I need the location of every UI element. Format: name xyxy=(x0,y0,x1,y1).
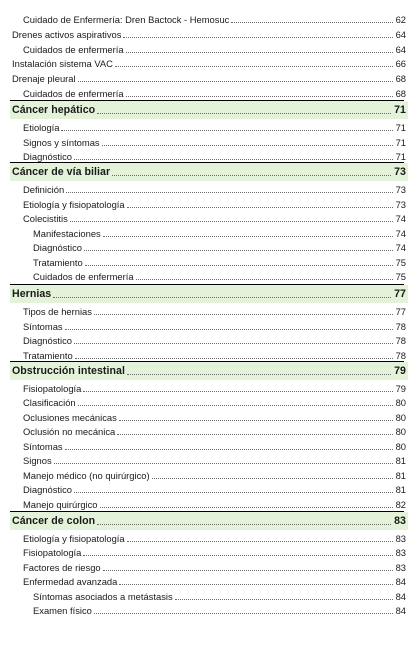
toc-entry[interactable] xyxy=(23,466,406,481)
dot-leader xyxy=(126,96,393,97)
toc-chapter[interactable] xyxy=(10,101,408,119)
toc-chapter-title: Obstrucción intestinal xyxy=(12,364,125,377)
toc-entry[interactable] xyxy=(23,209,406,224)
toc-entry[interactable] xyxy=(23,543,406,558)
dot-leader xyxy=(231,22,392,23)
toc-entry-title: Diagnóstico xyxy=(23,335,72,346)
toc-chapter-title: Hernias xyxy=(12,287,52,300)
toc-entry-page: 80 xyxy=(395,397,406,408)
toc-entry[interactable] xyxy=(23,180,406,195)
dot-leader xyxy=(152,478,393,479)
toc-entry[interactable] xyxy=(12,69,406,84)
toc-entry-page: 79 xyxy=(395,383,406,394)
toc-entry[interactable] xyxy=(23,558,406,573)
toc-entry-title: Etiología y fisiopatología xyxy=(23,199,125,210)
toc-entry-title: Tratamiento xyxy=(23,350,73,361)
dot-leader xyxy=(126,52,393,53)
toc-chapter-page: 79 xyxy=(394,364,406,377)
toc-entry-title: Colecistitis xyxy=(23,213,68,224)
toc-entry-title: Etiología xyxy=(23,122,60,133)
toc-entry[interactable] xyxy=(23,393,406,408)
toc-entry-page: 74 xyxy=(395,242,406,253)
toc-entry-page: 75 xyxy=(395,271,406,282)
toc-entry[interactable] xyxy=(23,495,406,510)
toc-entry-title: Diagnóstico xyxy=(33,242,82,253)
toc-entry-page: 66 xyxy=(395,58,406,69)
toc-entry-page: 80 xyxy=(395,412,406,423)
toc-entry[interactable] xyxy=(23,422,406,437)
dot-leader xyxy=(74,492,393,493)
toc-entry-title: Signos y síntomas xyxy=(23,137,100,148)
dot-leader xyxy=(83,555,392,556)
toc-entry-page: 78 xyxy=(395,321,406,332)
toc-chapter[interactable] xyxy=(10,512,408,530)
toc-entry[interactable] xyxy=(33,601,406,616)
toc-entry[interactable] xyxy=(23,572,406,587)
toc-entry-page: 82 xyxy=(395,499,406,510)
toc-entry-title: Oclusión no mecánica xyxy=(23,426,116,437)
toc-entry-page: 64 xyxy=(395,44,406,55)
dot-leader xyxy=(112,175,391,176)
toc-entry[interactable] xyxy=(12,25,406,40)
dot-leader xyxy=(117,434,392,435)
dot-leader xyxy=(53,297,391,298)
toc-entry[interactable] xyxy=(33,238,406,253)
toc-entry-title: Signos xyxy=(23,455,52,466)
toc-entry-title: Fisiopatología xyxy=(23,547,82,558)
toc-entry[interactable] xyxy=(23,118,406,133)
dot-leader xyxy=(94,613,393,614)
toc-entry-page: 73 xyxy=(395,184,406,195)
toc-entry-title: Manejo quirúrgico xyxy=(23,499,98,510)
toc-entry-title: Drenaje pleural xyxy=(12,73,76,84)
dot-leader xyxy=(127,374,391,375)
dot-leader xyxy=(115,66,393,67)
dot-leader xyxy=(94,314,393,315)
dot-leader xyxy=(103,570,393,571)
toc-entry-page: 74 xyxy=(395,213,406,224)
toc-entry-title: Manejo médico (no quirúrgico) xyxy=(23,470,150,481)
toc-entry-page: 62 xyxy=(395,14,406,25)
dot-leader xyxy=(70,221,393,222)
toc-entry-page: 68 xyxy=(395,88,406,99)
dot-leader xyxy=(61,130,392,131)
dot-leader xyxy=(75,358,393,359)
toc-entry-page: 77 xyxy=(395,306,406,317)
toc-chapter-page: 83 xyxy=(394,514,406,527)
toc-entry-page: 80 xyxy=(395,441,406,452)
toc-entry[interactable] xyxy=(33,224,406,239)
toc-entry-title: Drenes activos aspirativos xyxy=(12,29,122,40)
dot-leader xyxy=(65,329,393,330)
toc-entry-page: 84 xyxy=(395,605,406,616)
toc-entry-title: Tipos de hernias xyxy=(23,306,92,317)
toc-entry-title: Examen físico xyxy=(33,605,92,616)
toc-chapter-page: 77 xyxy=(394,287,406,300)
toc-entry-title: Diagnóstico xyxy=(23,151,72,162)
toc-entry-title: Síntomas xyxy=(23,441,63,452)
dot-leader xyxy=(97,524,391,525)
toc-entry[interactable] xyxy=(23,379,406,394)
dot-leader xyxy=(74,343,393,344)
toc-entry[interactable] xyxy=(23,480,406,495)
toc-entry-title: Fisiopatología xyxy=(23,383,82,394)
toc-entry-page: 75 xyxy=(395,257,406,268)
toc-entry-page: 83 xyxy=(395,562,406,573)
dot-leader xyxy=(127,541,393,542)
toc-entry-title: Definición xyxy=(23,184,65,195)
toc-entry[interactable] xyxy=(23,317,406,332)
dot-leader xyxy=(78,405,393,406)
toc-entry[interactable] xyxy=(23,437,406,452)
toc-entry-title: Síntomas asociados a metástasis xyxy=(33,591,173,602)
toc-chapter[interactable] xyxy=(10,163,408,181)
toc-entry-page: 81 xyxy=(395,484,406,495)
toc-entry-page: 81 xyxy=(395,470,406,481)
toc-entry[interactable] xyxy=(33,267,406,282)
toc-entry-title: Diagnóstico xyxy=(23,484,72,495)
toc-entry[interactable] xyxy=(23,302,406,317)
toc-entry-title: Clasificación xyxy=(23,397,76,408)
toc-entry-page: 71 xyxy=(395,137,406,148)
toc-chapter-title: Cáncer de vía biliar xyxy=(12,165,111,178)
toc-entry[interactable] xyxy=(23,529,406,544)
toc-entry[interactable] xyxy=(23,195,406,210)
toc-entry[interactable] xyxy=(23,451,406,466)
toc-entry-page: 78 xyxy=(395,350,406,361)
toc-chapter-title: Cáncer de colon xyxy=(12,514,96,527)
toc-entry-title: Síntomas xyxy=(23,321,63,332)
dot-leader xyxy=(136,279,393,280)
toc-entry[interactable] xyxy=(23,346,406,361)
toc-entry-title: Tratamiento xyxy=(33,257,83,268)
toc-entry-title: Cuidados de enfermería xyxy=(23,88,124,99)
toc-entry-page: 71 xyxy=(395,151,406,162)
dot-leader xyxy=(175,599,393,600)
toc-entry[interactable] xyxy=(33,587,406,602)
dot-leader xyxy=(119,420,393,421)
dot-leader xyxy=(123,37,392,38)
dot-leader xyxy=(54,463,393,464)
toc-entry-title: Cuidado de Enfermería: Dren Bactock - Hemosuc xyxy=(23,14,230,25)
toc-entry[interactable] xyxy=(23,147,406,162)
toc-chapter[interactable] xyxy=(10,285,408,303)
toc-entry-page: 68 xyxy=(395,73,406,84)
toc-chapter[interactable] xyxy=(10,362,408,380)
toc-entry[interactable] xyxy=(23,40,406,55)
toc-entry-title: Instalación sistema VAC xyxy=(12,58,113,69)
dot-leader xyxy=(66,192,392,193)
toc-chapter-title: Cáncer hepático xyxy=(12,103,96,116)
toc-entry-page: 74 xyxy=(395,228,406,239)
toc-entry-page: 73 xyxy=(395,199,406,210)
toc-entry-page: 84 xyxy=(395,591,406,602)
toc-entry-title: Cuidados de enfermería xyxy=(23,44,124,55)
toc-entry-page: 84 xyxy=(395,576,406,587)
toc-entry-title: Etiología y fisiopatología xyxy=(23,533,125,544)
toc-entry[interactable] xyxy=(33,253,406,268)
toc-entry-page: 83 xyxy=(395,533,406,544)
dot-leader xyxy=(127,207,393,208)
toc-entry-title: Oclusiones mecánicas xyxy=(23,412,117,423)
toc-entry[interactable] xyxy=(23,10,406,25)
toc-entry-title: Cuidados de enfermería xyxy=(33,271,134,282)
toc-entry-title: Enfermedad avanzada xyxy=(23,576,118,587)
toc-entry-page: 64 xyxy=(395,29,406,40)
dot-leader xyxy=(65,449,393,450)
toc-entry-title: Factores de riesgo xyxy=(23,562,101,573)
toc-entry[interactable] xyxy=(23,408,406,423)
dot-leader xyxy=(119,584,392,585)
toc-entry[interactable] xyxy=(12,54,406,69)
dot-leader xyxy=(102,145,393,146)
toc-entry[interactable] xyxy=(23,84,406,99)
toc-entry-title: Manifestaciones xyxy=(33,228,101,239)
toc-entry-page: 81 xyxy=(395,455,406,466)
toc-entry-page: 78 xyxy=(395,335,406,346)
dot-leader xyxy=(74,159,393,160)
dot-leader xyxy=(97,113,391,114)
dot-leader xyxy=(103,236,393,237)
dot-leader xyxy=(84,250,393,251)
toc-chapter-page: 73 xyxy=(394,165,406,178)
toc-entry[interactable] xyxy=(23,331,406,346)
dot-leader xyxy=(83,391,392,392)
toc-entry-page: 80 xyxy=(395,426,406,437)
toc-entry[interactable] xyxy=(23,133,406,148)
toc-entry-page: 71 xyxy=(395,122,406,133)
dot-leader xyxy=(85,265,393,266)
toc-entry-page: 83 xyxy=(395,547,406,558)
dot-leader xyxy=(100,507,393,508)
dot-leader xyxy=(78,81,393,82)
toc-chapter-page: 71 xyxy=(394,103,406,116)
